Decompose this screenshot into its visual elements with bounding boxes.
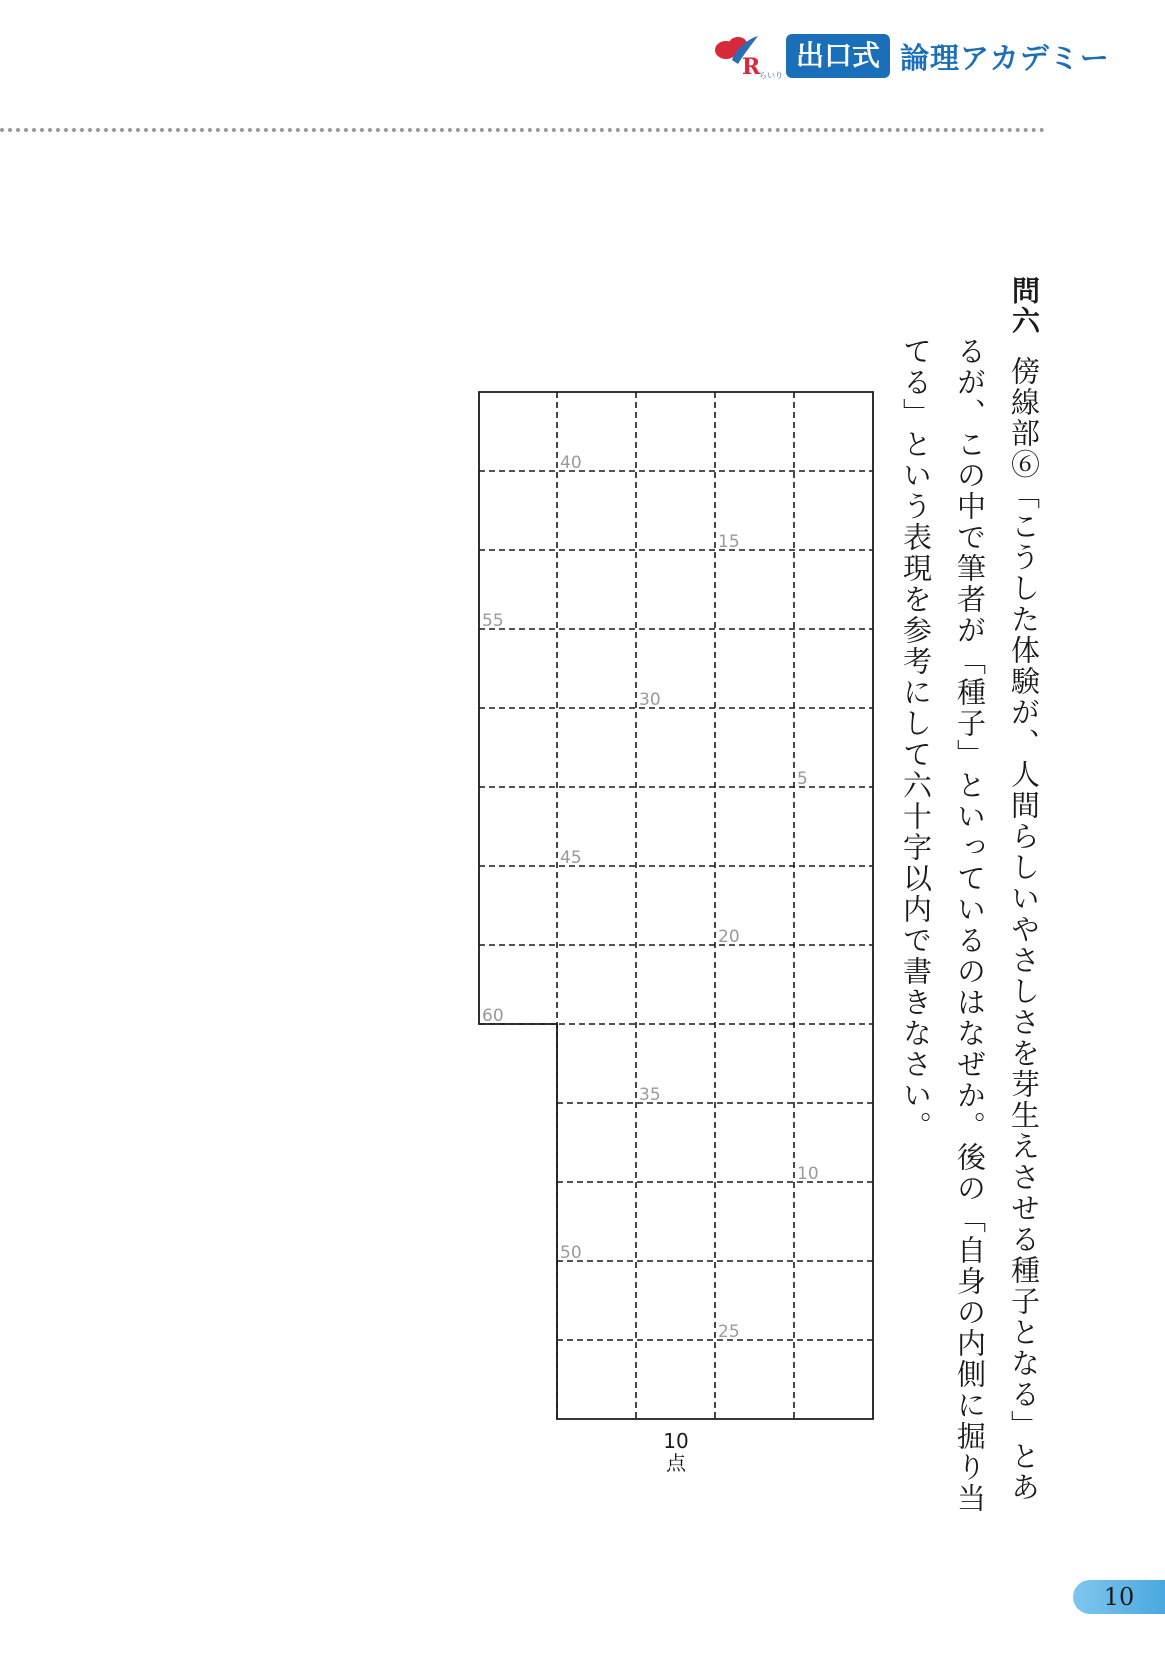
deguchi-badge: 出口式: [786, 34, 890, 78]
grid-counter-label: 30: [639, 690, 661, 710]
score-value: 10: [663, 1429, 689, 1453]
score-unit: 点: [666, 1451, 686, 1475]
grid-counter-label: 40: [560, 453, 582, 473]
question-line-2: るが、この中で筆者が「種子」といっているのはなぜか。後の「自身の内側に掘り当: [953, 336, 987, 1514]
question-line-3: てる」という表現を参考にして六十字以内で書きなさい。: [899, 336, 933, 1142]
logo-small-text: らいり: [759, 71, 783, 80]
grid-counter-label: 55: [482, 611, 504, 631]
grid-counter-label: 15: [718, 532, 740, 552]
grid-counter-label: 5: [797, 769, 808, 789]
grid-counter-label: 50: [560, 1243, 582, 1263]
svg-text:R: R: [742, 54, 761, 80]
grid-counter-label: 45: [560, 848, 582, 868]
grid-counter-label: 25: [718, 1322, 740, 1342]
question-line-1: 傍線部⑥「こうした体験が、人間らしいやさしさを芽生えさせる種子となる」とあ: [1007, 356, 1041, 1503]
grid-counter-label: 10: [797, 1164, 819, 1184]
score-box: [660, 1430, 692, 1474]
page-number: 10: [1073, 1580, 1165, 1614]
academy-title: 論理アカデミー: [900, 40, 1110, 75]
grid-border: [479, 392, 873, 1419]
question-label: 問六: [1008, 276, 1041, 336]
grid-counter-label: 20: [718, 927, 740, 947]
grid-counter-label: 60: [482, 1006, 504, 1026]
grid-counter-label: 35: [639, 1085, 661, 1105]
